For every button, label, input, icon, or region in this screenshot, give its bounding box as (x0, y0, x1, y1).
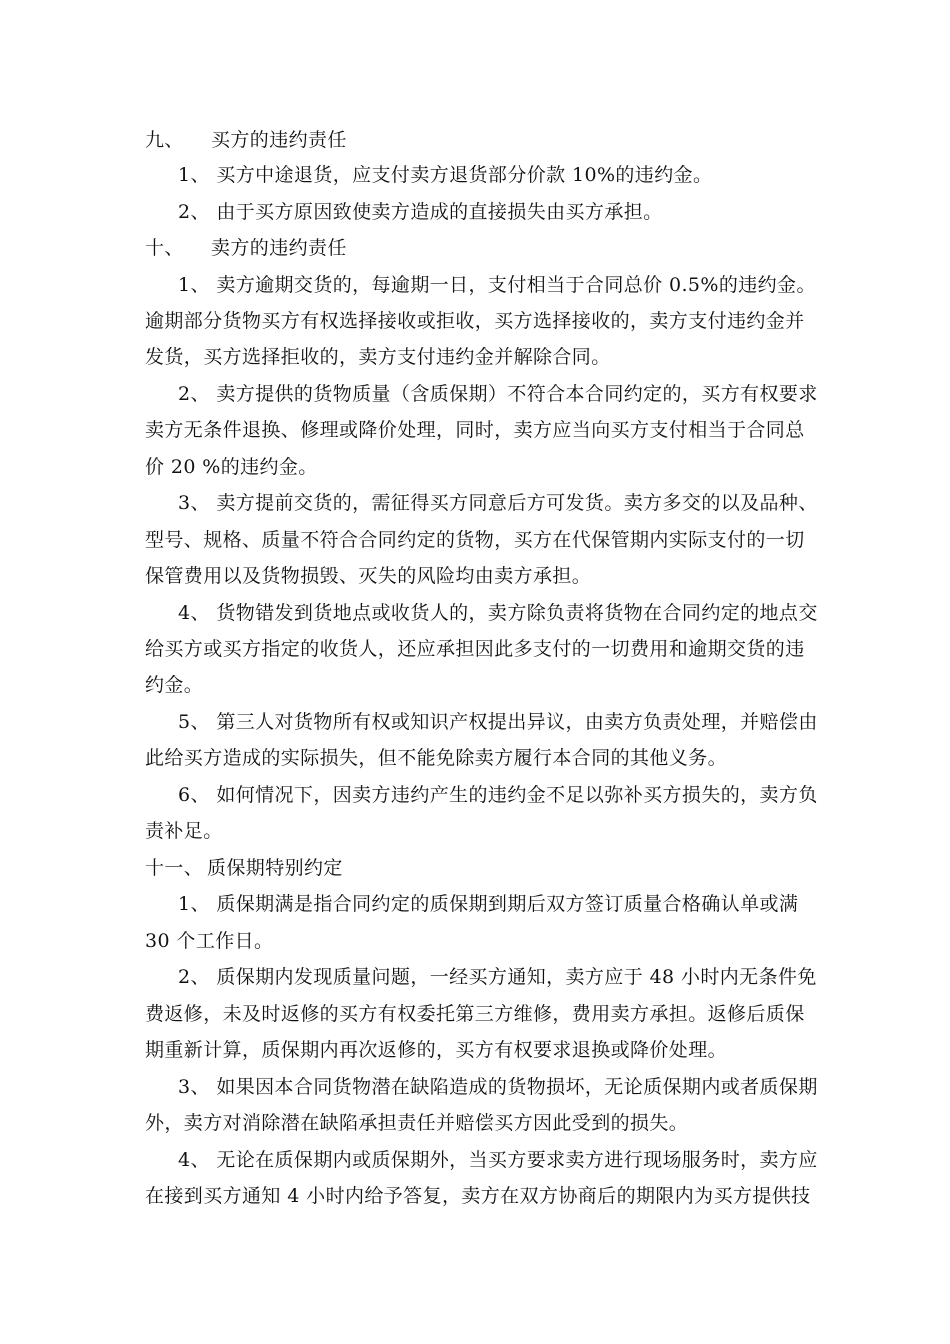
paragraph-line: 4、 无论在质保期内或质保期外，当买方要求卖方进行现场服务时，卖方应 (178, 1149, 818, 1171)
paragraph-line: 约金。 (145, 674, 204, 696)
paragraph-line: 在接到买方通知 4 小时内给予答复，卖方在双方协商后的期限内为买方提供技 (145, 1185, 811, 1207)
paragraph-line: 3、 如果因本合同货物潜在缺陷造成的货物损坏，无论质保期内或者质保期 (178, 1076, 818, 1098)
paragraph-line: 发货，买方选择拒收的，卖方支付违约金并解除合同。 (145, 346, 611, 368)
paragraph-line: 卖方无条件退换、修理或降价处理，同时，卖方应当向买方支付相当于合同总 (145, 419, 805, 441)
section-heading-11 (145, 856, 343, 884)
paragraph-line: 外，卖方对消除潜在缺陷承担责任并赔偿买方因此受到的损失。 (145, 1112, 689, 1134)
paragraph-line: 3、 卖方提前交货的，需征得买方同意后方可发货。卖方多交的以及品种、 (178, 492, 818, 514)
paragraph-line: 期重新计算，质保期内再次返修的，买方有权要求退换或降价处理。 (145, 1039, 728, 1061)
section-heading-10 (145, 236, 347, 264)
paragraph-line: 5、 第三人对货物所有权或知识产权提出异议，由卖方负责处理，并赔偿由 (178, 711, 818, 733)
paragraph-line: 费返修，未及时返修的买方有权委托第三方维修，费用卖方承担。返修后质保 (145, 1003, 805, 1025)
paragraph-line: 逾期部分货物买方有权选择接收或拒收，买方选择接收的，卖方支付违约金并 (145, 310, 805, 332)
paragraph-line: 价 20 %的违约金。 (145, 456, 318, 478)
paragraph-line: 型号、规格、质量不符合合同约定的货物，买方在代保管期内实际支付的一切 (145, 529, 805, 551)
paragraph-line: 2、 由于买方原因致使卖方造成的直接损失由买方承担。 (178, 201, 663, 223)
paragraph-line: 给买方或买方指定的收货人，还应承担因此多支付的一切费用和逾期交货的违 (145, 638, 805, 660)
section-title: 买方的违约责任 (211, 129, 347, 151)
section-number: 十一、 (145, 857, 204, 879)
paragraph-line: 保管费用以及货物损毁、灭失的风险均由卖方承担。 (145, 565, 592, 587)
paragraph-line: 6、 如何情况下，因卖方违约产生的违约金不足以弥补买方损失的，卖方负 (178, 784, 818, 806)
paragraph-line: 30 个工作日。 (145, 930, 274, 952)
section-title: 卖方的违约责任 (211, 237, 347, 259)
paragraph-line: 4、 货物错发到货地点或收货人的，卖方除负责将货物在合同约定的地点交 (178, 602, 818, 624)
paragraph-line: 此给买方造成的实际损失，但不能免除卖方履行本合同的其他义务。 (145, 747, 728, 769)
section-number: 九、 (145, 129, 184, 151)
section-title: 质保期特别约定 (207, 857, 343, 879)
paragraph-line: 1、 卖方逾期交货的，每逾期一日，支付相当于合同总价 0.5%的违约金。 (178, 274, 816, 296)
paragraph-line: 2、 质保期内发现质量问题，一经买方通知，卖方应于 48 小时内无条件免 (178, 966, 817, 988)
paragraph-line: 1、 买方中途退货，应支付卖方退货部分价款 10%的违约金。 (178, 164, 713, 186)
paragraph-line: 2、 卖方提供的货物质量（含质保期）不符合本合同约定的，买方有权要求 (178, 383, 818, 405)
paragraph-line: 1、 质保期满是指合同约定的质保期到期后双方签订质量合格确认单或满 (178, 893, 799, 915)
section-heading-9 (145, 128, 347, 156)
section-number: 十、 (145, 237, 184, 259)
paragraph-line: 责补足。 (145, 820, 223, 842)
